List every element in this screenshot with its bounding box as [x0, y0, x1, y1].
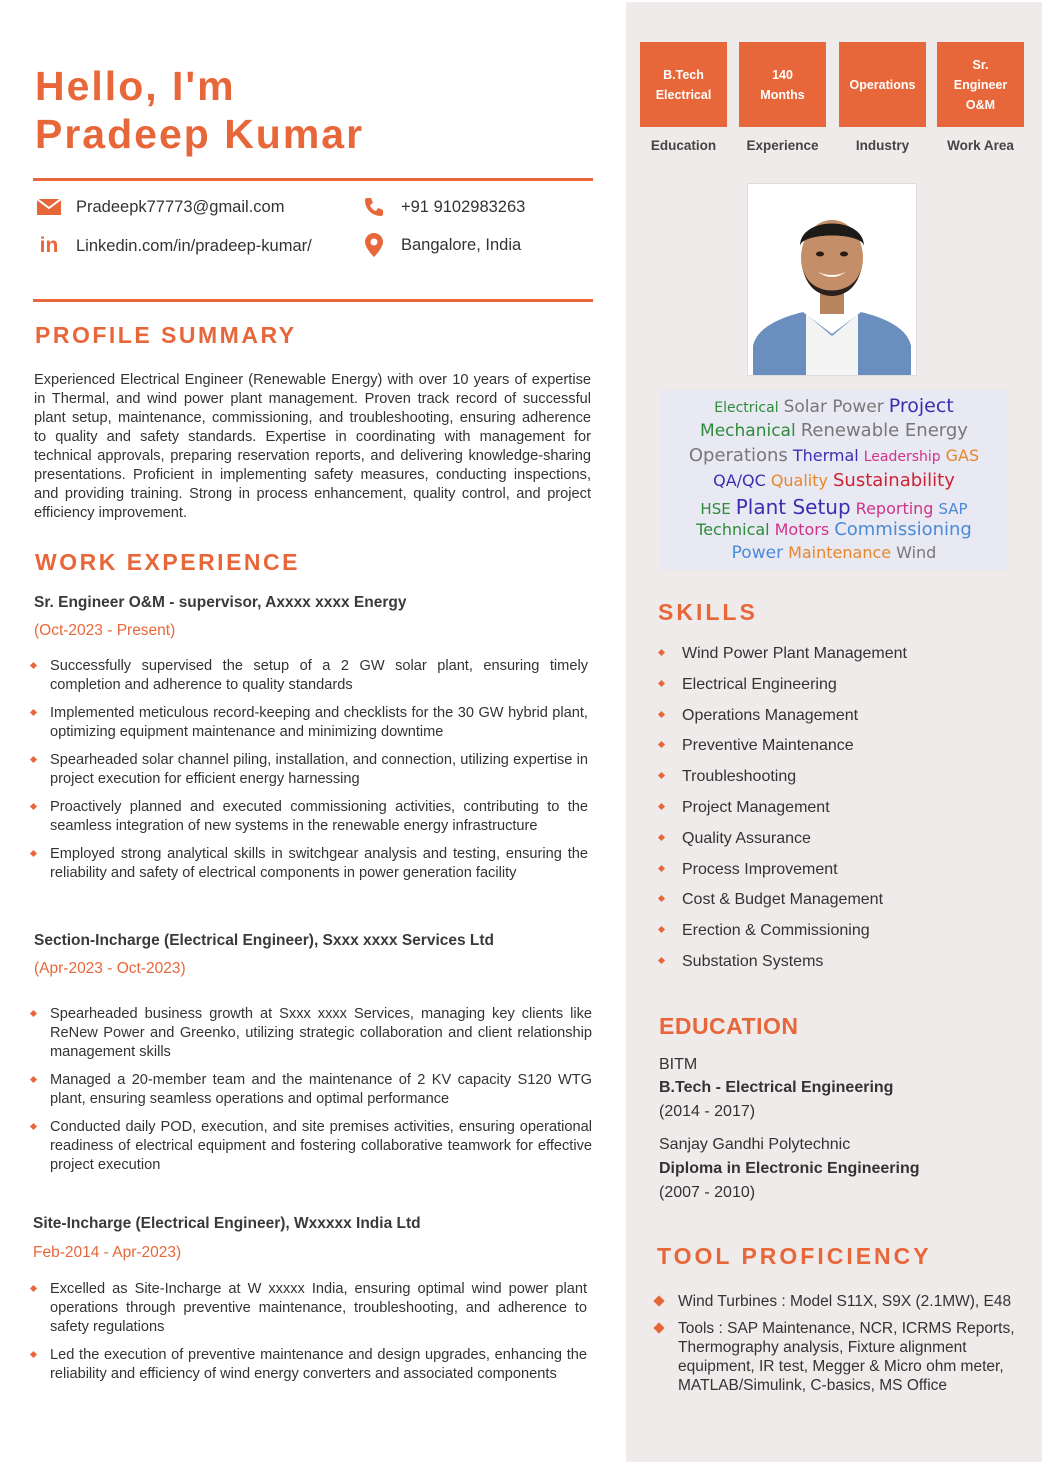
- phone-icon: [361, 196, 387, 218]
- education-degree: B.Tech - Electrical Engineering: [659, 1079, 894, 1096]
- contact-phone[interactable]: [361, 196, 525, 218]
- summary-text: Experienced Electrical Engineer (Renewable Energy) with over 10 years of expertise in Thermal, and wind power plant management. Proven track record of successful plant setup, maintenance, commissioning, and troubleshooting, ensuring adherence to quality and safety standards. Expertise in coordinating with management for technical approvals, preparing reservation reports, and delivering knowledge-sharing presentations. Proficient in implementing safety measures, conducting inspections, and providing training. Strong in process enhancement, quality control, and project efficiency improvement.: [34, 372, 591, 521]
- word-cloud-word: Project: [888, 395, 954, 417]
- word-cloud-word: Quality: [770, 471, 828, 490]
- job-title: Site-Incharge (Electrical Engineer), Wxxxxx India Ltd: [33, 1215, 421, 1232]
- word-cloud-line: [660, 495, 1008, 519]
- word-cloud-word: Renewable Energy: [800, 420, 968, 441]
- word-cloud-word: Mechanical: [700, 421, 796, 441]
- list-item: Electrical Engineering: [656, 675, 907, 706]
- avatar: [747, 183, 917, 376]
- job-date: Feb-2014 - Apr-2023): [33, 1244, 182, 1261]
- word-cloud-word: QA/QC: [713, 471, 766, 490]
- word-cloud-word: Wind: [896, 543, 937, 562]
- list-item: Erection & Commissioning: [656, 921, 907, 952]
- highlight-label: Education: [650, 138, 717, 153]
- phone-text: +91 9102983263: [401, 197, 526, 216]
- list-item: Quality Assurance: [656, 829, 907, 860]
- highlight-value: B.Tech Electrical: [655, 67, 712, 102]
- list-item: Preventive Maintenance: [656, 736, 907, 767]
- word-cloud-word: Leadership: [863, 449, 941, 465]
- list-item: Troubleshooting: [656, 767, 907, 798]
- job-date: (Apr-2023 - Oct-2023): [34, 960, 186, 977]
- education-years: (2014 - 2017): [659, 1103, 756, 1120]
- word-cloud-line: [660, 470, 1008, 491]
- linkedin-text: Linkedin.com/in/pradeep-kumar/: [76, 236, 312, 255]
- word-cloud-word: Thermal: [792, 446, 859, 465]
- mail-icon: [36, 196, 62, 218]
- skills-title: SKILLS: [658, 599, 758, 625]
- list-item: Substation Systems: [656, 952, 907, 983]
- word-cloud-word: Motors: [774, 520, 830, 539]
- header-title: [35, 62, 364, 158]
- experience-title: WORK EXPERIENCE: [35, 549, 300, 575]
- linkedin-icon: in: [39, 234, 59, 257]
- list-item: Wind Turbines : Model S11X, S9X (2.1MW), E48: [652, 1292, 1028, 1311]
- list-item: Spearheaded business growth at Sxxx xxxx Services, managing key clients like ReNew Power and Greenko, utilizing strategic collaboration and client relationship management skills: [28, 1005, 592, 1062]
- word-cloud-line: [660, 420, 1008, 441]
- highlight-value: Sr. Engineer O&M: [953, 57, 1008, 112]
- list-item: Tools : SAP Maintenance, NCR, ICRMS Reports, Thermography analysis, Fixture alignment equipment, IR test, Megger & Micro ohm meter, MATLAB/Simulink, C-basics, MS Office: [652, 1319, 1028, 1395]
- list-item: Wind Power Plant Management: [656, 644, 907, 675]
- word-cloud-word: Reporting: [855, 499, 934, 518]
- word-cloud-word: Solar Power: [783, 397, 884, 417]
- word-cloud-word: Electrical: [714, 400, 779, 416]
- highlight-experience: [739, 42, 826, 127]
- contact-location: [361, 234, 521, 256]
- highlight-industry: [839, 42, 926, 127]
- job-bullets: [28, 1005, 592, 1184]
- list-item: Excelled as Site-Incharge at W xxxxx India, ensuring optimal wind power plant operations through preventive maintenance, troubleshooting, and adherence to safety regulations: [28, 1280, 587, 1337]
- list-item: Managed a 20-member team and the maintenance of 2 KV capacity S120 WTG plant, ensuring seamless operations and optimal performance: [28, 1071, 592, 1109]
- job-title: Sr. Engineer O&M - supervisor, Axxxx xxxx Energy: [34, 594, 407, 611]
- highlight-value: 140 Months: [760, 67, 805, 102]
- list-item: Employed strong analytical skills in switchgear analysis and testing, ensuring the reliability and safety of electrical components in power generation facility: [28, 845, 588, 883]
- word-cloud-word: Technical: [696, 520, 770, 539]
- word-cloud-line: [660, 395, 1008, 417]
- tools-title: TOOL PROFICIENCY: [657, 1243, 932, 1269]
- job-title: Section-Incharge (Electrical Engineer), Sxxx xxxx Services Ltd: [34, 932, 495, 949]
- list-item: Implemented meticulous record-keeping and checklists for the 30 GW hybrid plant, optimizing equipment maintenance and minimizing downtime: [28, 704, 588, 742]
- full-name: Pradeep Kumar: [35, 111, 365, 157]
- job-bullets: [28, 1280, 587, 1393]
- education-school: BITM: [659, 1056, 698, 1073]
- education-years: (2007 - 2010): [659, 1184, 756, 1201]
- word-cloud-word: Commissioning: [834, 519, 972, 540]
- job-bullets: [28, 657, 588, 892]
- word-cloud-word: Sustainability: [832, 470, 955, 491]
- word-cloud-word: Plant Setup: [735, 495, 851, 519]
- divider: [33, 299, 593, 302]
- job-date: (Oct-2023 - Present): [34, 622, 176, 639]
- list-item: Process Improvement: [656, 860, 907, 891]
- word-cloud-word: HSE: [700, 500, 731, 518]
- contact-linkedin[interactable]: [36, 235, 312, 257]
- highlight-work-area: [937, 42, 1024, 127]
- highlight-label: Experience: [746, 138, 819, 153]
- summary-title: PROFILE SUMMARY: [35, 322, 297, 348]
- list-item: Successfully supervised the setup of a 2 GW solar plant, ensuring timely completion and adherence to quality standards: [28, 657, 588, 695]
- tools-list: [652, 1292, 1028, 1403]
- list-item: Cost & Budget Management: [656, 890, 907, 921]
- divider: [33, 178, 593, 181]
- location-icon: [361, 234, 387, 256]
- email-text: Pradeepk77773@gmail.com: [76, 197, 285, 216]
- highlight-value: Operations: [849, 77, 916, 92]
- greeting: Hello, I'm: [35, 63, 236, 109]
- list-item: Operations Management: [656, 706, 907, 737]
- highlight-label: Work Area: [947, 138, 1014, 153]
- highlight-label: Industry: [855, 138, 910, 153]
- list-item: Project Management: [656, 798, 907, 829]
- word-cloud: [660, 390, 1008, 570]
- word-cloud-line: [660, 543, 1008, 563]
- location-text: Bangalore, India: [401, 235, 522, 254]
- skills-list: [656, 644, 907, 983]
- education-school: Sanjay Gandhi Polytechnic: [659, 1136, 851, 1153]
- contact-email[interactable]: [36, 196, 284, 218]
- education-degree: Diploma in Electronic Engineering: [659, 1160, 920, 1177]
- word-cloud-word: SAP: [938, 500, 968, 518]
- word-cloud-word: Maintenance: [788, 543, 892, 562]
- highlight-education: [640, 42, 727, 127]
- list-item: Proactively planned and executed commissioning activities, contributing to the seamless integration of new systems in the renewable energy infrastructure: [28, 798, 588, 836]
- word-cloud-word: GAS: [945, 446, 980, 465]
- word-cloud-word: Power: [731, 543, 784, 563]
- word-cloud-line: [660, 519, 1008, 540]
- list-item: Spearheaded solar channel piling, installation, and connection, utilizing expertise in project execution for efficient energy harnessing: [28, 751, 588, 789]
- education-title: EDUCATION: [659, 1013, 799, 1039]
- list-item: Conducted daily POD, execution, and site premises activities, ensuring operational readiness of electrical equipment and fostering collaborative teamwork for effective project execution: [28, 1118, 592, 1175]
- list-item: Led the execution of preventive maintenance and design upgrades, enhancing the reliability and efficiency of wind energy converters and associated components: [28, 1346, 587, 1384]
- word-cloud-line: [660, 445, 1008, 466]
- word-cloud-word: Operations: [688, 445, 788, 466]
